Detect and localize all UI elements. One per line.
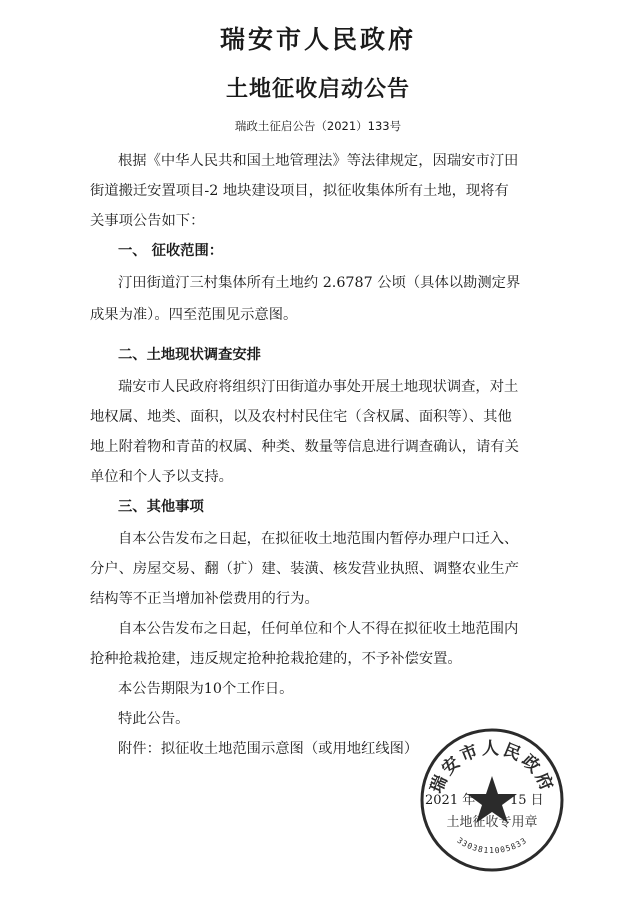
section2-heading: 二、土地现状调查安排 xyxy=(118,347,261,363)
section2-line-4: 单位和个人予以支持。 xyxy=(90,469,233,485)
notice-period: 本公告期限为10个工作日。 xyxy=(118,681,294,697)
intro-line-3: 关事项公告如下： xyxy=(90,213,205,229)
notice-title: 土地征收启动公告 xyxy=(225,77,410,102)
section1-line-1: 汀田街道汀三村集体所有土地约 2.6787 公顷（具体以勘测定界 xyxy=(118,275,521,291)
section3-para2-line-2: 抢种抢栽抢建，违反规定抢种抢栽抢建的，不予补偿安置。 xyxy=(90,651,462,667)
section3-para1-line-2: 分户、房屋交易、翻（扩）建、装潢、核发营业执照、调整农业生产 xyxy=(90,561,519,577)
seal-label: 土地征收专用章 xyxy=(446,815,538,830)
section3-para1-line-3: 结构等不正当增加补偿费用的行为。 xyxy=(90,591,319,607)
seal-org-text: 瑞安市人民政府 xyxy=(426,739,558,797)
closing-text: 特此公告。 xyxy=(118,711,190,727)
attachment-text: 附件：拟征收土地范围示意图（或用地红线图） xyxy=(118,741,419,757)
section2-line-1: 瑞安市人民政府将组织汀田街道办事处开展土地现状调查，对土 xyxy=(118,379,519,395)
official-seal xyxy=(418,726,566,874)
seal-serial: 3303811005833 xyxy=(455,835,529,856)
section2-line-2: 地权属、地类、面积，以及农村村民住宅（含权属、面积等）、其他 xyxy=(90,409,512,425)
section3-heading: 三、其他事项 xyxy=(118,499,204,515)
date-year: 2021 年 xyxy=(425,793,476,808)
section3-para2-line-1: 自本公告发布之日起，任何单位和个人不得在拟征收土地范围内 xyxy=(118,621,519,637)
intro-line-1: 根据《中华人民共和国土地管理法》等法律规定，因瑞安市汀田 xyxy=(118,153,519,169)
section1-line-2: 成果为准）。四至范围见示意图。 xyxy=(90,307,298,323)
section2-line-3: 地上附着物和青苗的权属、种类、数量等信息进行调查确认，请有关 xyxy=(90,439,519,455)
section3-para1-line-1: 自本公告发布之日起，在拟征收土地范围内暂停办理户口迁入、 xyxy=(118,531,519,547)
section1-heading: 一、 征收范围： xyxy=(118,243,224,259)
issuer-heading: 瑞安市人民政府 xyxy=(219,25,416,54)
intro-line-2: 街道搬迁安置项目-2 地块建设项目，拟征收集体所有土地，现将有 xyxy=(90,183,509,199)
svg-text:3303811005833 xyxy=(455,836,528,855)
document-number: 瑞政土征启公告（2021）133号 xyxy=(234,119,402,133)
date-day: 15 日 xyxy=(510,793,544,808)
